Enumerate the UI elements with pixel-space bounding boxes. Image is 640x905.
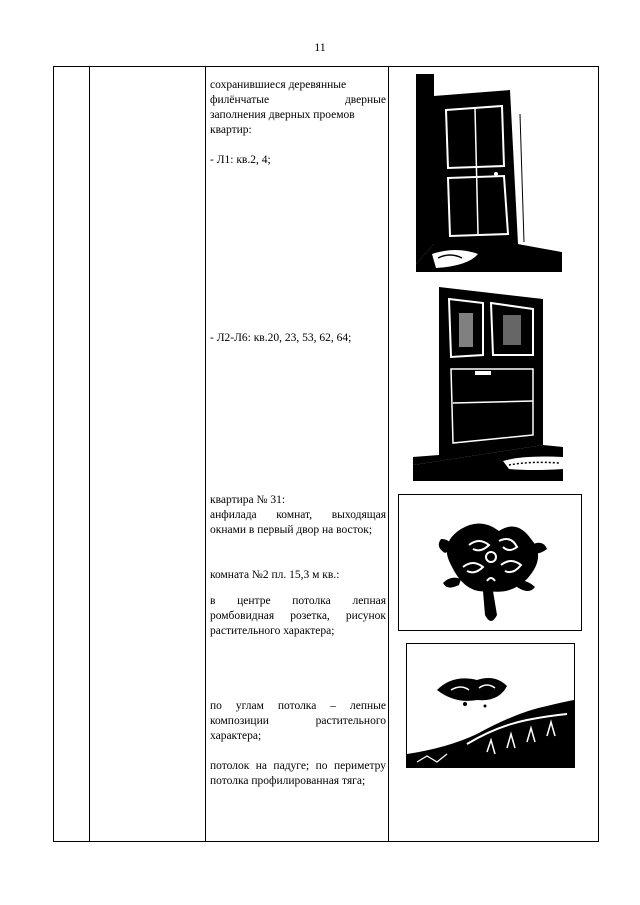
room-2-title: комната №2 пл. 15,3 м кв.: — [210, 569, 340, 581]
ceiling-center-text: в центре потолка лепная ромбовидная розетка, рисунок растительного характера; — [210, 595, 386, 637]
l1-apartments: - Л1: кв.2, 4; — [210, 154, 271, 166]
column-divider-3 — [388, 67, 389, 841]
door-photo-1 — [416, 74, 562, 272]
doors-intro-text: сохранившиеся деревянные филёнчатые дверные заполнения дверных проемов квартир: — [210, 79, 386, 136]
door-photo-2 — [413, 285, 563, 481]
rosette-photo — [398, 494, 582, 631]
l2-l6-apartments: - Л2-Л6: кв.20, 23, 53, 62, 64; — [210, 332, 352, 344]
apartment-31-title: квартира № 31: — [210, 494, 286, 506]
apartment-31-enfilade: анфилада комнат, выходящая окнами в первый двор на восток; — [210, 509, 386, 536]
ceiling-photo — [406, 643, 575, 768]
page-number: 11 — [314, 40, 326, 54]
column-divider-2 — [205, 67, 206, 841]
ceiling-corners-text: по углам потолка – лепные композиции растительного характера; — [210, 700, 386, 742]
column-divider-1 — [89, 67, 90, 841]
apartment-31-block — [210, 493, 386, 538]
ceiling-padug-text: потолок на падуге; по периметру потолка профилированная тяга; — [210, 760, 386, 787]
